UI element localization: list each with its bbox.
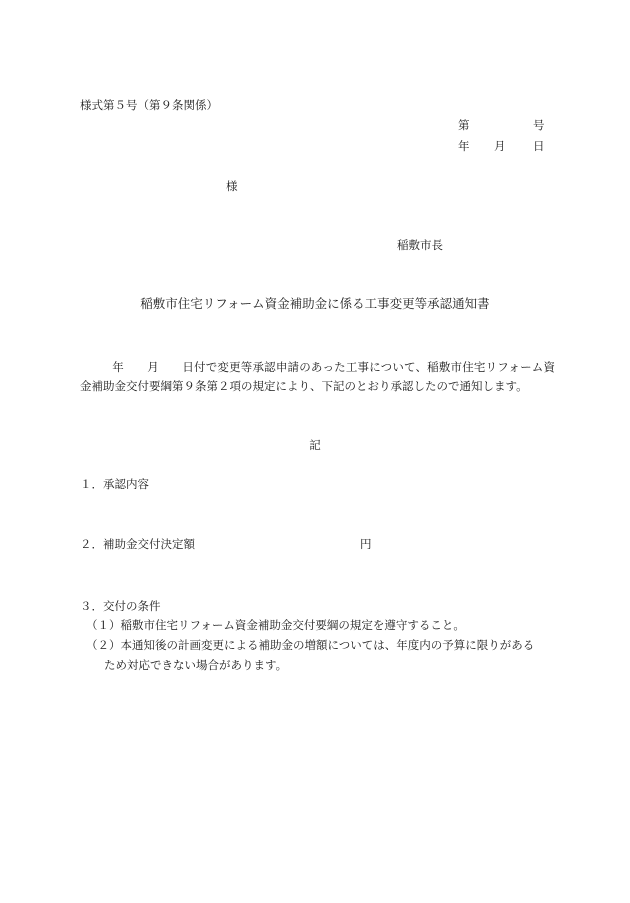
issuer-name: 稲敷市長 [397, 238, 443, 252]
document-title: 稲敷市住宅リフォーム資金補助金に係る工事変更等承認通知書 [140, 296, 490, 311]
date-year-label: 年 [458, 139, 470, 153]
ki-heading: 記 [309, 438, 321, 452]
recipient-honorific: 様 [226, 179, 238, 193]
date-month-label: 月 [494, 139, 506, 153]
document-number-suffix: 号 [533, 118, 545, 132]
condition-2: （２）本通知後の計画変更による補助金の増額については、年度内の予算に限りがある [86, 638, 535, 652]
item-approval-content: １．承認内容 [80, 477, 149, 491]
condition-1: （１）稲敷市住宅リフォーム資金補助金交付要綱の規定を遵守すること。 [86, 618, 465, 632]
condition-2-continued: ため対応できない場合があります。 [104, 658, 288, 672]
yen-unit: 円 [360, 537, 372, 551]
item-grant-amount: ２．補助金交付決定額 [80, 537, 195, 551]
document-number-prefix: 第 [458, 118, 470, 132]
item-grant-conditions: ３．交付の条件 [80, 599, 161, 613]
date-day-label: 日 [533, 139, 545, 153]
form-number-label: 様式第５号（第９条関係） [80, 98, 218, 112]
body-paragraph: 年 月 日付で変更等承認申請のあった工事について、稲敷市住宅リフォーム資金補助金交付要綱第９条第２項の規定により、下記のとおり承認したので通知します。 [80, 360, 555, 393]
